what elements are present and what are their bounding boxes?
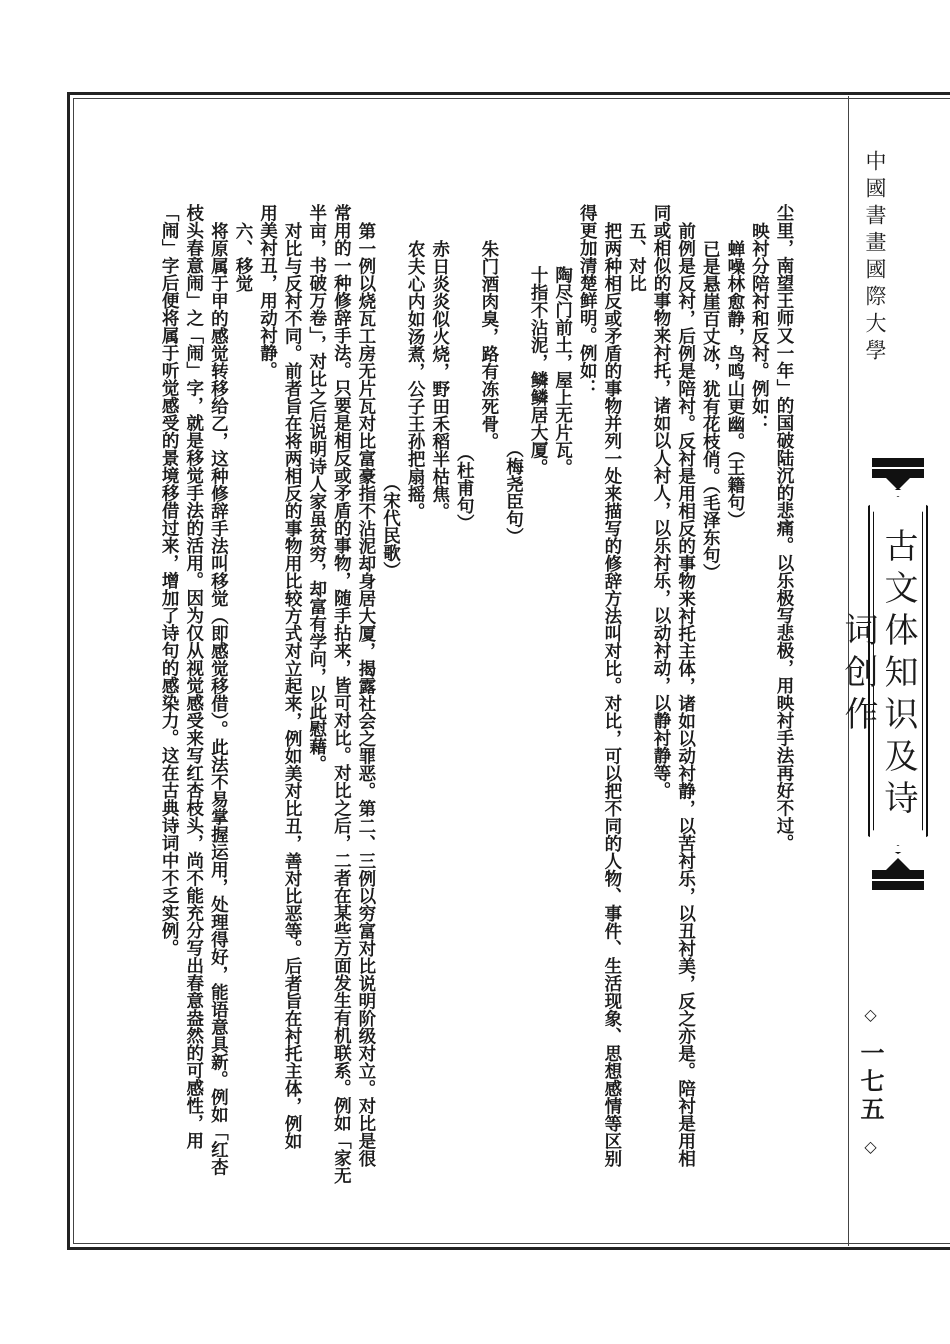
- section-heading: 五、对比: [626, 222, 647, 292]
- text-line: 得更加清楚鲜明。例如：: [577, 204, 598, 397]
- text-line: 枝头春意闹」之「闹」字，就是移觉手法的活用。因为仅从视觉感受来写红杏枝头，尚不能充分写出春意盎然的可感性，用: [183, 204, 204, 1149]
- citation: （宋代民歌）: [380, 474, 401, 579]
- text-line: 对比与反衬不同。前者旨在将两相反的事物用比较方式对立起来，例如美对比丑，善对比恶等。后者旨在衬托主体，例如: [282, 222, 303, 1150]
- title-ornament-bottom-icon: [872, 862, 924, 888]
- text-line: 蝉噪林愈静，鸟鸣山更幽。（王籍句）: [724, 240, 745, 529]
- poem-line: 十指不沾泥，鳞鳞居大厦。: [528, 266, 549, 476]
- page-number: [856, 1005, 888, 1160]
- citation: （梅尧臣句）: [503, 440, 524, 545]
- text-line: 同或相似的事物来衬托，诸如以人衬人，以乐衬乐，以动衬动，以静衬静等。: [651, 204, 672, 799]
- poem-line: 农夫心内如汤煮，公子王孙把扇摇。: [405, 240, 426, 520]
- book-title: 古文体知识及诗词创作: [838, 528, 918, 822]
- text-line: 第一例以烧瓦工房无片瓦对比富豪指不沾泥却身居大厦，揭露社会之罪恶。第二、三例以穷富对比说明阶级对立。对比是很: [355, 222, 376, 1167]
- citation: （杜甫句）: [454, 444, 475, 532]
- poem-line: 朱门酒肉臭，路有冻死骨。: [478, 240, 499, 450]
- main-text: [124, 204, 796, 1214]
- text-line: 把两种相反或矛盾的事物并列一处来描写的修辞方法叫对比。对比，可以把不同的人物、事件、生活现象、思想感情等区别: [601, 222, 622, 1167]
- text-line: 尘里，南望王师又一年」的国破陆沉的悲痛。以乐极写悲极，用映衬手法再好不过。: [774, 204, 794, 852]
- section-heading: 六、移觉: [232, 222, 253, 292]
- poem-line: 赤日炎炎似火烧，野田禾稻半枯焦。: [429, 240, 450, 520]
- text-line: 映衬分陪衬和反衬。例如：: [749, 222, 770, 432]
- text-line: 常用的一种修辞手法。只要是相反或矛盾的事物，随手拈来，皆可对比。对比之后，二者在某些方面发生有机联系。例如「家无: [331, 204, 352, 1184]
- title-ornament-top-icon: [872, 458, 924, 484]
- text-line: 「闹」字后便将属于听觉感受的景境移借过来，增加了诗句的感染力。这在古典诗词中不乏实例。: [159, 204, 180, 957]
- poem-line: 陶尽门前土，屋上无片瓦。: [552, 266, 573, 476]
- diamond-icon: ◇: [861, 1005, 880, 1028]
- text-line: 用美衬丑，用动衬静。: [257, 204, 278, 379]
- page-number-text: 一七五: [856, 1040, 885, 1125]
- diamond-icon: ◇: [861, 1136, 880, 1160]
- university-name: 中國書畫國際大學: [863, 150, 887, 366]
- text-line: 已是悬崖百丈冰，犹有花枝俏。（毛泽东句）: [700, 240, 721, 582]
- text-line: 前例是反衬，后例是陪衬。反衬是用相反的事物来衬托主体，诸如以动衬静，以苦衬乐，以丑衬美，反之亦是。陪衬是用相: [675, 222, 696, 1167]
- text-line: 半亩，书破万卷」，对比之后说明诗人家虽贫穷，却富有学问，以此慰藉。: [306, 204, 327, 773]
- text-line: 将原属于甲的感觉转移给乙，这种修辞手法叫移觉（即感觉移借）。此法不易掌握运用，处理得好，能语意具新。例如「红杏: [208, 222, 229, 1176]
